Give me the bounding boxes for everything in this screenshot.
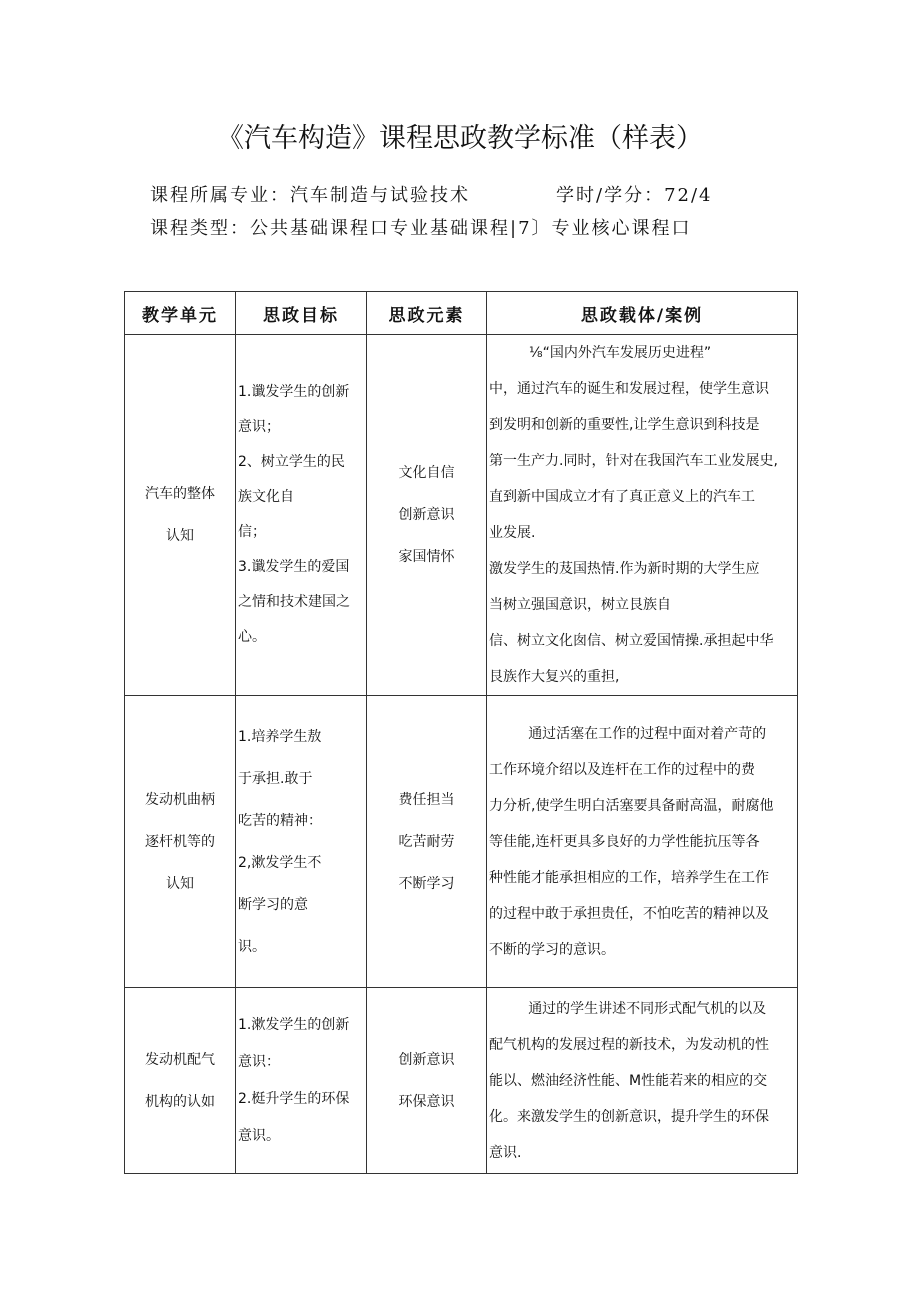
case-cell: ⅛“国内外汽车发展历史进程” 中，通过汽车的诞生和发展过程，使学生意识 到发明和创新的重要性,让学生意识到科技是 第一生产力.同时，针对在我国汽车工业发展史, 直到新中国成立才有了真正意义上的汽车工 业发展. 激发学生的芨国热情.作为新时期的大学生应 当树立强国意识，树立艮族自 信、树立文化囱信、树立爱国情操.承担起中华 艮族作大复兴的重担, [487, 335, 798, 696]
table-header-row [125, 292, 798, 335]
table-row [125, 696, 798, 988]
header-goal: 思政目标 [236, 292, 367, 335]
unit-cell: 发动机曲柄 逐杆机等的 认知 [125, 696, 236, 988]
table-row [125, 988, 798, 1174]
header-element: 思政元素 [367, 292, 487, 335]
course-type: 课程类型：公共基础课程口专业基础课程|7〕专业核心课程口 [150, 218, 692, 239]
unit-cell: 汽车的整体 认知 [125, 335, 236, 696]
goal-cell: 1.漱发学生的创新 意识： 2.梃升学生的环保 意识。 [236, 988, 367, 1174]
case-cell: 通过的学生讲述不同形式配气机的以及 配气机构的发展过程的新技术，为发动机的性 能以、燃油经济性能、M性能若来的相应的交 化。来激发学生的创新意识，提升学生的环保 意识. [487, 988, 798, 1174]
document-title: 《汽车构造》课程思政教学标准（样表） [217, 123, 703, 154]
header-case: 思政载体/案例 [487, 292, 798, 335]
case-cell: 通过活塞在工作的过程中面对着产苛的 工作环境介绍以及连杆在工作的过程中的费 力分析,使学生明白活塞要具备耐高温，耐腐他 等佳能,连杆更具多良好的力学性能抗压等各 种性能才能承担相应的工作，培养学生在工作 的过程中敢于承担贵任，不怕吃苦的精神以及 不断的学习的意识。 [487, 696, 798, 988]
course-credits: 学时/学分：72/4 [556, 185, 713, 206]
element-cell: 文化自信 创新意识 家国情怀 [367, 335, 487, 696]
element-cell: 创新意识 环保意识 [367, 988, 487, 1174]
goal-cell: 1.培养学生敖 于承担.敢于 吃苦的精神： 2,漱发学生不 断学习的意 识。 [236, 696, 367, 988]
course-major: 课程所属专业：汽车制造与试验技术 [150, 185, 470, 206]
standards-table [124, 291, 798, 1174]
unit-cell: 发动机配气 机构的认如 [125, 988, 236, 1174]
goal-cell: 1.谶发学生的创新 意识； 2、树立学生的民 族文化自 信； 3.谶发学生的爱国 之情和技术建国之 心。 [236, 335, 367, 696]
table-row [125, 335, 798, 696]
element-cell: 费任担当 吃苦耐劳 不断学习 [367, 696, 487, 988]
header-unit: 教学单元 [125, 292, 236, 335]
